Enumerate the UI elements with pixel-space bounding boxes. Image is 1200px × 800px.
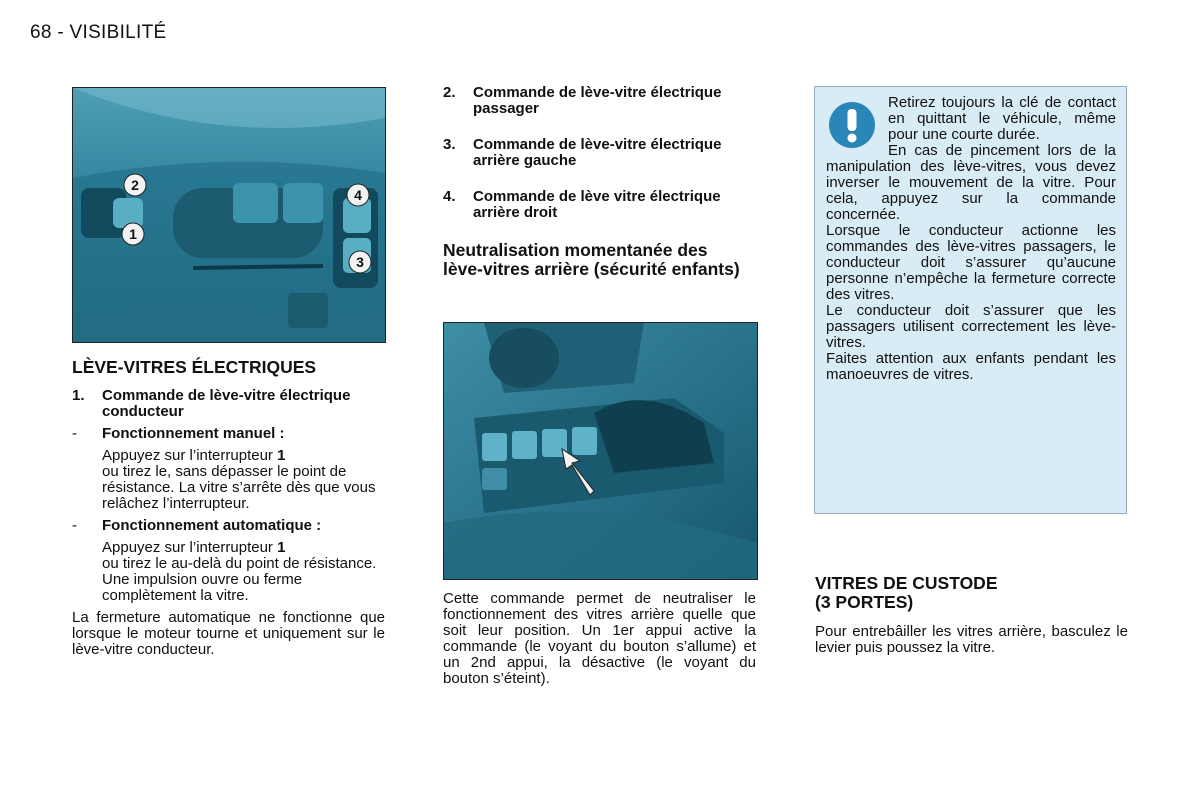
svg-text:3: 3 [356, 254, 364, 270]
photo-callout-2 [124, 174, 146, 196]
child-lock-description: Cette commande permet de neutraliser le fonctionnement des vitres arrière quelle que soit leur position. Un 1er appui active la commande (le voyant du bouton s’allume) et un 2nd appui, la désactive (le voyant du bouton s’éteint). [443, 590, 756, 687]
warning-box [814, 86, 1127, 514]
warning-text-2: Lorsque le conducteur actionne les commandes des lève-vitres passagers, le conducteur doit s’assurer qu’aucune personne n’empêche la fermeture correcte des vitres. [826, 222, 1116, 303]
window-switches-photo [72, 87, 386, 343]
svg-text:1: 1 [129, 226, 137, 242]
list-item-3: 3. Commande de lève-vitre électrique arrière gauche [443, 136, 722, 169]
warning-text-1: En cas de pincement lors de la manipulation des lève-vitres, vous devez inverser le mouvement de la vitre. Pour cela, appuyez sur la commande concernée. [826, 142, 1116, 223]
manual-mode-text: Appuyez sur l’interrupteur 1 ou tirez le, sans dépasser le point de résistance. La vitre s’arrête dès que vous relâchez l’interrupteur. [102, 447, 376, 512]
auto-mode-heading: - Fonctionnement automatique : [72, 517, 322, 534]
closing-paragraph: La fermeture automatique ne fonctionne que lorsque le moteur tourne et uniquement sur le lève-vitre conducteur. [72, 609, 385, 658]
photo-callout-4 [347, 184, 369, 206]
warning-text-first: Retirez toujours la clé de contact en quittant le véhicule, même pour une courte durée. [888, 94, 1116, 143]
child-lock-button-photo [443, 322, 758, 580]
section-title-quarter-windows: VITRES DE CUSTODE (3 PORTES) [815, 573, 998, 612]
photo-callout-1 [122, 223, 144, 245]
section-title-power-windows: LÈVE-VITRES ÉLECTRIQUES [72, 357, 317, 377]
auto-mode-text: Appuyez sur l’interrupteur 1 ou tirez le au-delà du point de résistance. Une impulsion ouvre ou ferme complètement la vitre. [102, 539, 377, 604]
middle-column-list [443, 84, 740, 279]
section-title-child-lock: Neutralisation momentanée des lève-vitres arrière (sécurité enfants) [443, 240, 740, 279]
list-item-1: 1. Commande de lève-vitre électrique conducteur [72, 387, 351, 420]
list-item-4: 4. Commande de lève vitre électrique arrière droit [443, 188, 721, 221]
quarter-windows-text: Pour entrebâiller les vitres arrière, basculez le levier puis poussez la vitre. [815, 623, 1128, 656]
exclamation-icon [828, 101, 876, 149]
page-header: 68 - VISIBILITÉ [30, 22, 167, 43]
warning-text-3: Le conducteur doit s’assurer que les passagers utilisent correctement les lève-vitres. [826, 302, 1116, 351]
svg-text:2: 2 [131, 177, 139, 193]
left-column [72, 358, 385, 658]
list-item-2: 2. Commande de lève-vitre électrique passager [443, 84, 722, 117]
manual-mode-heading: - Fonctionnement manuel : [72, 425, 285, 442]
right-column-section [815, 574, 1128, 656]
svg-text:4: 4 [354, 187, 362, 203]
warning-text-4: Faites attention aux enfants pendant les manoeuvres de vitres. [826, 350, 1116, 383]
photo-callout-3 [349, 251, 371, 273]
